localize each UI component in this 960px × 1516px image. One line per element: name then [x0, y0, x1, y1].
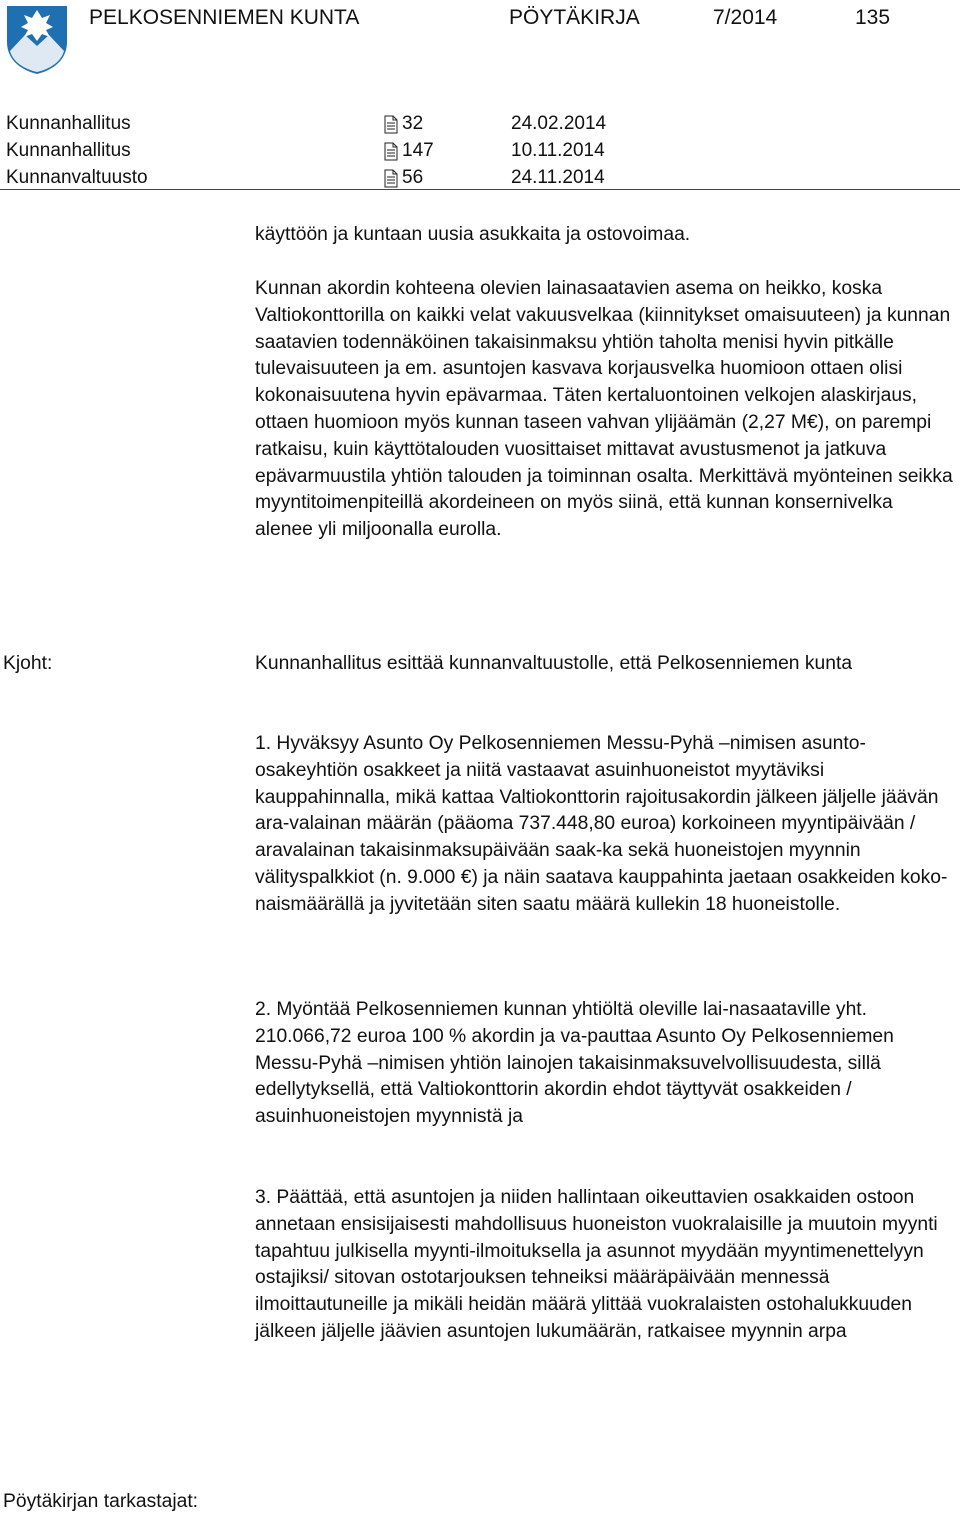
reference-body: Kunnanvaltuusto [6, 167, 148, 188]
paragraph-text: 2. Myöntää Pelkosenniemen kunnan yhtiöltä oleville lai-nasaataville yht. 210.066,72 euroa 100 % akordin ja va-pauttaa Asunto Oy Pelkosenniemen Messu-Pyhä –nimisen yhtiön lainojen takaisinmaksuvelvollisuudesta, sillä edellytyksellä, että Valtiokonttorin akordin ehdot täyttyvät osakkeiden / asuinhuoneistojen myynnistä ja [255, 999, 894, 1128]
proposal-item [255, 731, 955, 919]
organization-name: PELKOSENNIEMEN KUNTA [89, 6, 360, 29]
reference-number: 32 [402, 113, 424, 134]
paragraph-text: 1. Hyväksyy Asunto Oy Pelkosenniemen Messu-Pyhä –nimisen asunto-osakeyhtiön osakkeet ja niitä vastaavat asuinhuoneistot myytäviksi kauppahinnalla, mikä kattaa Valtiokonttorin rajoitusakordin jälkeen jäljelle jäävän ara-valainan määrän (pääoma 737.448,80 euroa) korkoineen myyntipäivään / aravalainan takaisinmaksupäivään saak-ka sekä huoneistojen myynnin välityspalkkiot (n. 9.000 €) ja näin saatava kauppahinta jaetaan osakkeiden koko-naismäärällä ja jyvitetään siten saatu määrä kullekin 18 huoneistolle. [255, 733, 948, 915]
reference-date: 10.11.2014 [511, 140, 605, 161]
municipal-crest-logo [5, 4, 69, 76]
reference-row [6, 137, 960, 164]
reference-row [6, 164, 960, 191]
main-paragraph [255, 276, 955, 544]
issue-number: 7/2014 [713, 6, 778, 29]
paragraph-text: 3. Päättää, että asuntojen ja niiden hallintaan oikeuttavien osakkaiden ostoon annetaan ensisijaisesti mahdollisuus huoneiston vuokralaisille ja muutoin myynti tapahtuu julkisella myynti-ilmoituksella ja asunnot myydään myyntimenettelyyn ostajiksi/ sitovan ostotarjouksen tehneiksi määräpäivään mennessä ilmoittautuneille ja mikäli heidän määrä ylittää vuokralaisten ostohalukkuuden jälkeen jäljelle jäävien asuntojen lukumäärän, ratkaisee myynnin arpa [255, 1187, 938, 1342]
paragraph-text: Kunnanhallitus esittää kunnanvaltuustolle, että Pelkosenniemen kunta [255, 653, 853, 674]
document-link-icon[interactable] [384, 142, 398, 161]
reference-date: 24.02.2014 [511, 113, 607, 134]
reference-date: 24.11.2014 [511, 167, 605, 188]
reference-list [6, 110, 960, 191]
continuation-paragraph [255, 222, 955, 249]
document-type: PÖYTÄKIRJA [509, 6, 640, 29]
proposal-label: Kjoht: [3, 653, 53, 674]
reference-row [6, 110, 960, 137]
reference-number: 147 [402, 140, 434, 161]
proposal-item [255, 1185, 955, 1346]
paragraph-text: käyttöön ja kuntaan uusia asukkaita ja ostovoimaa. [255, 224, 691, 245]
page-number: 135 [855, 6, 891, 29]
minutes-reviewers-label: Pöytäkirjan tarkastajat: [3, 1491, 199, 1512]
reference-body: Kunnanhallitus [6, 113, 131, 134]
document-link-icon[interactable] [384, 115, 398, 134]
reference-number: 56 [402, 167, 424, 188]
reference-body: Kunnanhallitus [6, 140, 131, 161]
document-link-icon[interactable] [384, 169, 398, 188]
paragraph-text: Kunnan akordin kohteena olevien lainasaatavien asema on heikko, koska Valtiokonttorilla on kaikki velat vakuusvelkaa (kiinnitykset omaisuuteen) ja kunnan saatavien todennäköinen takaisinmaksu yhtiön taholta menisi hyvin pitkälle tulevaisuuteen ja em. asuntojen kasvava korjausvelka huomioon ottaen olisi kokonaisuutena hyvin epävarmaa. Täten kertaluontoinen velkojen alaskirjaus, ottaen huomioon myös kunnan taseen vahvan ylijäämän (2,27 M€), on parempi ratkaisu, kuin käyttötalouden vuosittaiset mittavat avustusmenot ja jatkuva epävarmuustila yhtiön talouden ja toiminnan osalta. Merkittävä myönteinen seikka myyntitoimenpiteillä akordeineen on myös siinä, että kunnan konsernivelka alenee yli miljoonalla eurolla. [255, 278, 953, 541]
proposal-intro [255, 651, 955, 678]
proposal-item [255, 997, 955, 1131]
header-divider [0, 189, 960, 190]
